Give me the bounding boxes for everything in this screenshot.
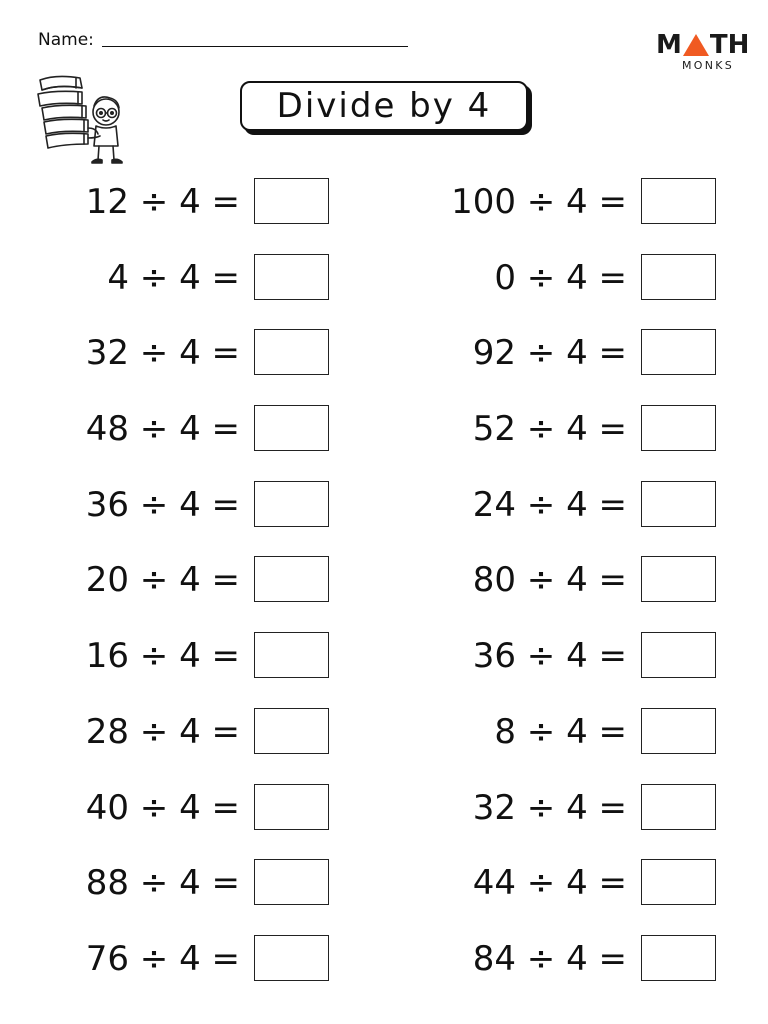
name-input-line[interactable] xyxy=(102,46,408,47)
problem-expression: 80 ÷ 4 = xyxy=(472,560,627,601)
problem-expression: 36 ÷ 4 = xyxy=(85,484,240,525)
answer-box[interactable] xyxy=(641,329,716,375)
left-problem-column xyxy=(50,178,329,1011)
answer-box[interactable] xyxy=(254,632,329,678)
worksheet-title-box xyxy=(240,81,528,131)
answer-box[interactable] xyxy=(254,784,329,830)
answer-box[interactable] xyxy=(254,556,329,602)
logo-letters-th: TH xyxy=(709,30,750,60)
problem-row xyxy=(50,632,329,708)
right-problem-column xyxy=(437,178,716,1011)
problem-row xyxy=(437,178,716,254)
student-with-books-illustration xyxy=(36,72,136,168)
problem-expression: 32 ÷ 4 = xyxy=(85,333,240,374)
logo-subtitle: MONKS xyxy=(682,59,735,72)
worksheet-title: Divide by 4 xyxy=(276,86,492,126)
problem-expression: 36 ÷ 4 = xyxy=(472,636,627,677)
problem-row xyxy=(50,481,329,557)
answer-box[interactable] xyxy=(254,935,329,981)
problem-expression: 44 ÷ 4 = xyxy=(472,863,627,904)
problem-expression: 20 ÷ 4 = xyxy=(85,560,240,601)
problem-expression: 0 ÷ 4 = xyxy=(494,257,627,298)
answer-box[interactable] xyxy=(254,254,329,300)
problem-expression: 84 ÷ 4 = xyxy=(472,938,627,979)
name-field-row xyxy=(38,30,408,50)
name-label: Name: xyxy=(38,30,94,50)
answer-box[interactable] xyxy=(254,329,329,375)
problem-row xyxy=(437,556,716,632)
problem-expression: 28 ÷ 4 = xyxy=(85,711,240,752)
logo-triangle-icon xyxy=(683,34,709,56)
problem-expression: 24 ÷ 4 = xyxy=(472,484,627,525)
problem-row xyxy=(437,632,716,708)
problem-row xyxy=(50,405,329,481)
problem-row xyxy=(437,784,716,860)
answer-box[interactable] xyxy=(254,405,329,451)
problem-row xyxy=(437,935,716,1011)
answer-box[interactable] xyxy=(641,178,716,224)
problem-row xyxy=(50,254,329,330)
answer-box[interactable] xyxy=(641,632,716,678)
answer-box[interactable] xyxy=(641,935,716,981)
problem-expression: 92 ÷ 4 = xyxy=(472,333,627,374)
problem-row xyxy=(50,784,329,860)
problem-expression: 76 ÷ 4 = xyxy=(85,938,240,979)
answer-box[interactable] xyxy=(641,784,716,830)
problem-expression: 16 ÷ 4 = xyxy=(85,636,240,677)
answer-box[interactable] xyxy=(254,859,329,905)
logo-letter-m: M xyxy=(656,30,682,60)
problem-row xyxy=(437,859,716,935)
problem-row xyxy=(50,708,329,784)
problem-row xyxy=(50,935,329,1011)
answer-box[interactable] xyxy=(641,405,716,451)
problem-row xyxy=(437,708,716,784)
problem-expression: 32 ÷ 4 = xyxy=(472,787,627,828)
answer-box[interactable] xyxy=(641,254,716,300)
answer-box[interactable] xyxy=(641,859,716,905)
problem-expression: 40 ÷ 4 = xyxy=(85,787,240,828)
answer-box[interactable] xyxy=(641,556,716,602)
problem-expression: 8 ÷ 4 = xyxy=(494,711,627,752)
problem-row xyxy=(437,329,716,405)
answer-box[interactable] xyxy=(254,481,329,527)
problem-row xyxy=(437,481,716,557)
problem-row xyxy=(50,178,329,254)
problem-expression: 4 ÷ 4 = xyxy=(107,257,240,298)
problem-row xyxy=(50,329,329,405)
problem-expression: 52 ÷ 4 = xyxy=(472,409,627,450)
problem-expression: 88 ÷ 4 = xyxy=(85,863,240,904)
problem-row xyxy=(437,405,716,481)
answer-box[interactable] xyxy=(254,178,329,224)
problem-expression: 100 ÷ 4 = xyxy=(451,182,627,222)
problem-row xyxy=(437,254,716,330)
problem-expression: 48 ÷ 4 = xyxy=(85,409,240,450)
math-monks-logo xyxy=(656,30,750,72)
answer-box[interactable] xyxy=(641,481,716,527)
answer-box[interactable] xyxy=(254,708,329,754)
problem-row xyxy=(50,859,329,935)
problem-row xyxy=(50,556,329,632)
answer-box[interactable] xyxy=(641,708,716,754)
problem-expression: 12 ÷ 4 = xyxy=(85,182,240,222)
